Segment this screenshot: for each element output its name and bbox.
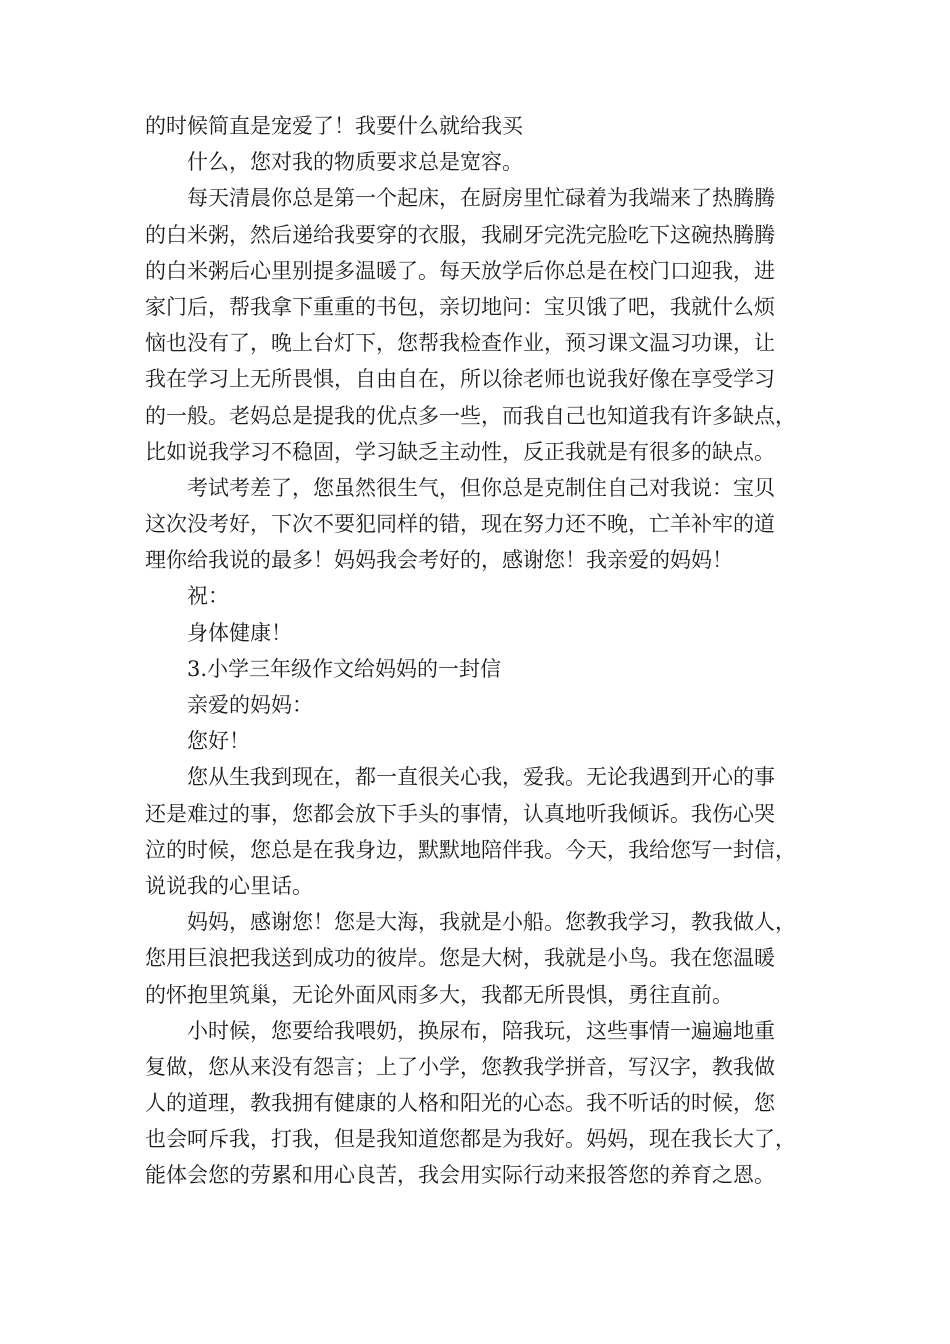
- text-line: 泣的时候，您总是在我身边，默默地陪伴我。今天，我给您写一封信，: [145, 837, 796, 862]
- text-line: 您从生我到现在，都一直很关心我，爱我。无论我遇到开心的事: [187, 765, 775, 790]
- text-line: 的白米粥后心里别提多温暖了。每天放学后你总是在校门口迎我，进: [145, 258, 775, 283]
- text-line: 每天清晨你总是第一个起床，在厨房里忙碌着为我端来了热腾腾: [187, 186, 775, 211]
- text-line: 理你给我说的最多！妈妈我会考好的，感谢您！我亲爱的妈妈！: [145, 548, 733, 573]
- text-line: 的怀抱里筑巢，无论外面风雨多大，我都无所畏惧，勇往直前。: [145, 982, 733, 1007]
- letter-text-block: [145, 108, 825, 1194]
- text-line: 亲爱的妈妈：: [187, 693, 313, 717]
- text-line: 还是难过的事，您都会放下手头的事情，认真地听我倾诉。我伤心哭: [145, 801, 775, 826]
- text-line: 身体健康！: [187, 620, 292, 645]
- text-line: 的一般。老妈总是提我的优点多一些，而我自己也知道我有许多缺点，: [145, 403, 796, 428]
- text-line: 您好！: [187, 729, 250, 754]
- text-line: 小时候，您要给我喂奶，换尿布，陪我玩，这些事情一遍遍地重: [187, 1018, 775, 1043]
- text-line: 复做，您从来没有怨言；上了小学，您教我学拼音，写汉字，教我做: [145, 1054, 775, 1079]
- text-line: 比如说我学习不稳固，学习缺乏主动性，反正我就是有很多的缺点。: [145, 439, 775, 464]
- text-line: 这次没考好，下次不要犯同样的错，现在努力还不晚，亡羊补牢的道: [145, 512, 775, 537]
- text-line: 的时候简直是宠爱了！我要什么就给我买: [145, 114, 523, 138]
- text-line: 什么，您对我的物质要求总是宽容。: [187, 150, 523, 175]
- text-line: 能体会您的劳累和用心良苦，我会用实际行动来报答您的养育之恩。: [145, 1163, 775, 1188]
- text-line: 恼也没有了，晚上台灯下，您帮我检查作业，预习课文温习功课，让: [145, 331, 775, 356]
- text-line: 您用巨浪把我送到成功的彼岸。您是大树，我就是小鸟。我在您温暖: [145, 946, 775, 971]
- text-line: 说说我的心里话。: [145, 873, 313, 898]
- text-line: 的白米粥，然后递给我要穿的衣服，我刷牙完洗完脸吃下这碗热腾腾: [145, 222, 775, 247]
- text-line: 妈妈，感谢您！您是大海，我就是小船。您教我学习，教我做人，: [187, 910, 796, 935]
- text-line: 人的道理，教我拥有健康的人格和阳光的心态。我不听话的时候，您: [145, 1091, 775, 1116]
- text-line: 我在学习上无所畏惧，自由自在，所以徐老师也说我好像在享受学习: [145, 367, 775, 392]
- section-heading: 3.小学三年级作文给妈妈的一封信: [187, 656, 502, 681]
- text-line: 家门后，帮我拿下重重的书包，亲切地问：宝贝饿了吧，我就什么烦: [145, 294, 775, 319]
- text-line: 也会呵斥我，打我，但是我知道您都是为我好。妈妈，现在我长大了，: [145, 1127, 796, 1152]
- text-line: 祝：: [187, 584, 229, 609]
- text-line: 考试考差了，您虽然很生气，但你总是克制住自己对我说：宝贝: [187, 475, 775, 500]
